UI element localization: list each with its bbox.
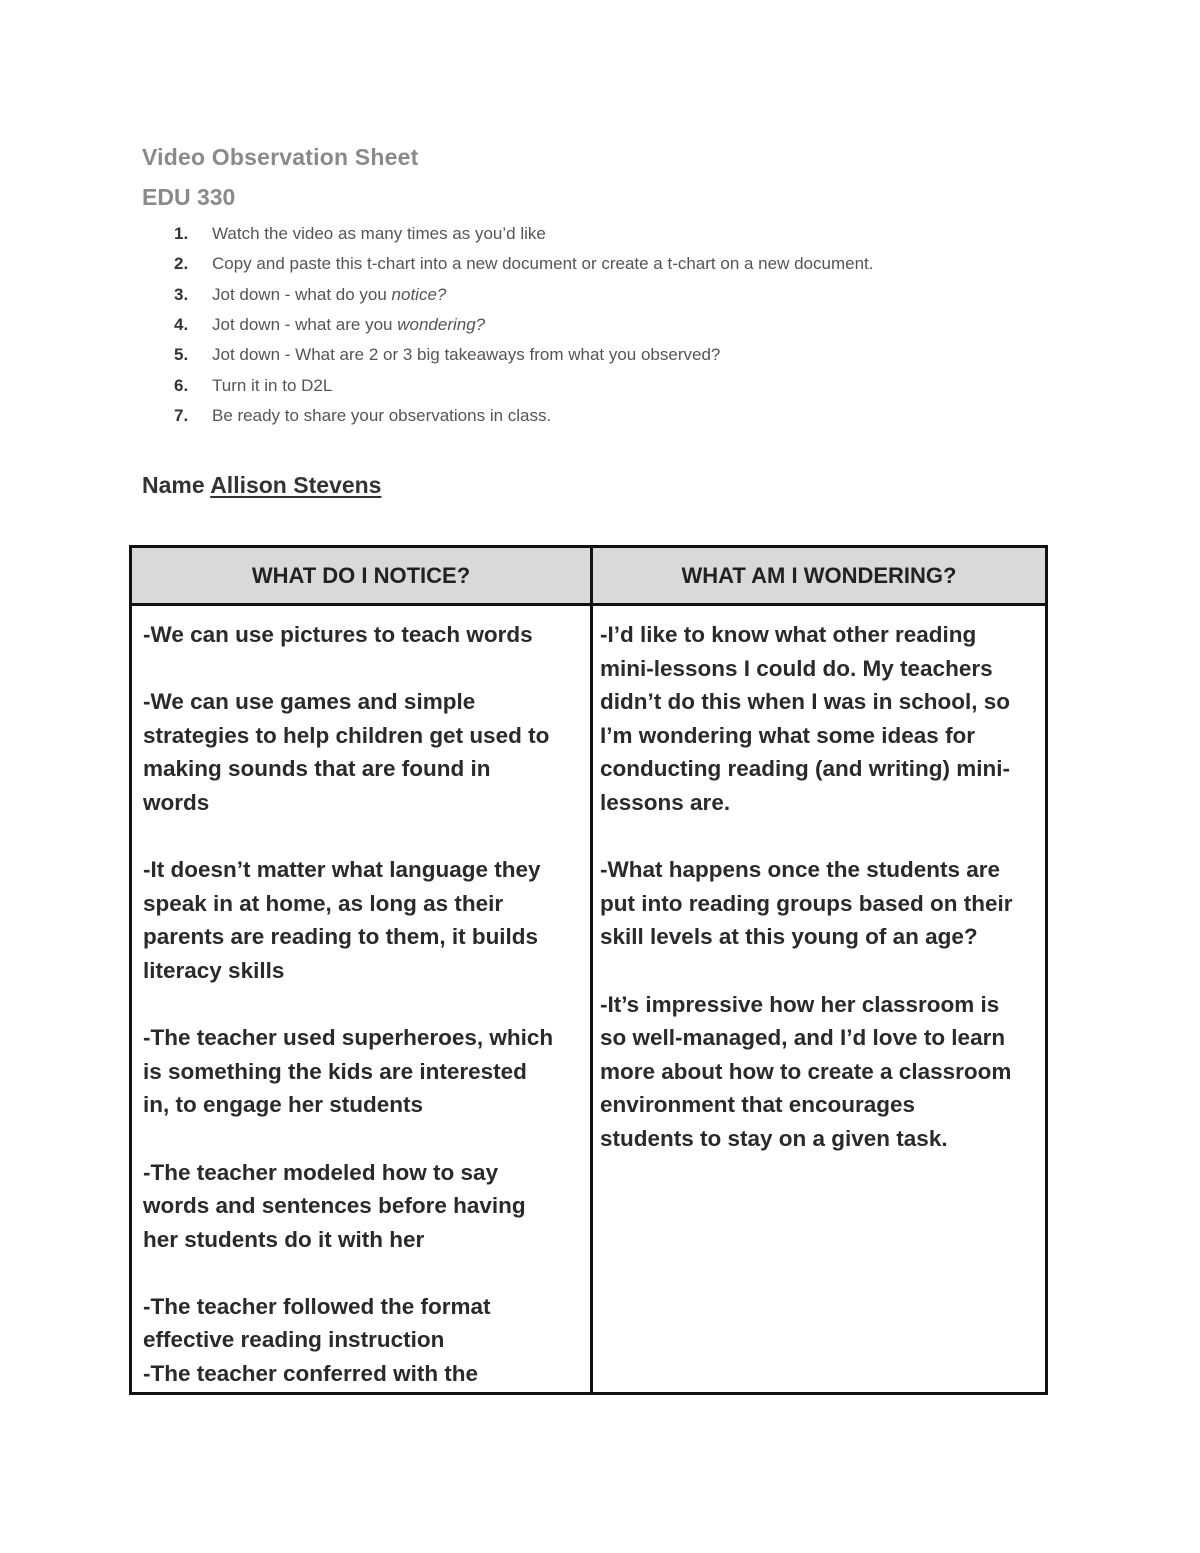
document-title: Video Observation Sheet [142, 144, 419, 170]
instruction-item [142, 310, 1092, 340]
notice-entry-line: making sounds that are found in [143, 756, 491, 782]
notice-entry-line: literacy skills [143, 957, 285, 983]
instruction-text-main: Turn it in to D2L [212, 375, 333, 395]
wondering-column-header: WHAT AM I WONDERING? [681, 562, 957, 588]
instruction-number: 4. [174, 315, 189, 335]
instruction-text-emphasis: wondering? [397, 315, 486, 335]
instruction-text [212, 254, 873, 274]
notice-entry-line: her students do it with her [143, 1226, 425, 1252]
t-chart-header-row [132, 548, 1045, 606]
notice-entry-line: -We can use games and simple [143, 689, 476, 715]
notice-entry [143, 1021, 583, 1122]
t-chart [129, 545, 1048, 1395]
notice-entry [143, 1357, 583, 1391]
notice-entry-line: -We can use pictures to teach words [143, 622, 533, 647]
instruction-number: 7. [174, 405, 189, 425]
instruction-text-main: Jot down - What are 2 or 3 big takeaways from what you observed? [212, 345, 721, 365]
wondering-entry-line: didn’t do this when I was in school, so [600, 689, 1011, 715]
instruction-item [142, 219, 1092, 249]
wondering-entry-line: conducting reading (and writing) mini- [600, 756, 1010, 782]
notice-entry-line: in, to engage her students [143, 1092, 424, 1118]
wondering-entry [600, 853, 1044, 954]
instruction-item [142, 401, 1092, 431]
wondering-entry-line: I’m wondering what some ideas for [600, 722, 976, 748]
name-line [142, 472, 381, 499]
instruction-item [142, 370, 1092, 400]
instruction-text [212, 315, 485, 335]
instruction-number: 1. [174, 224, 189, 244]
instruction-text-main: Jot down - what do you [212, 284, 392, 304]
wondering-entry-line: put into reading groups based on their [600, 890, 1013, 916]
instruction-number: 5. [174, 345, 189, 365]
wondering-entry-line: students to stay on a given task. [600, 1125, 948, 1151]
instruction-number: 2. [174, 254, 189, 274]
notice-entry-line: words [143, 789, 210, 815]
instruction-text [212, 345, 720, 365]
notice-entry-line: -The teacher followed the format [143, 1293, 491, 1319]
instruction-number: 3. [174, 284, 189, 304]
notice-column [143, 618, 583, 1391]
notice-entry-line: -It doesn’t matter what language they [143, 857, 541, 883]
wondering-entry-line: lessons are. [600, 789, 731, 815]
wondering-entry-line: skill levels at this young of an age? [600, 924, 978, 950]
instruction-text-main: Watch the video as many times as you’d like [212, 224, 546, 244]
instruction-text-main: Jot down - what are you [212, 315, 398, 335]
course-code: EDU 330 [142, 184, 236, 210]
name-value: Allison Stevens [210, 472, 382, 498]
notice-entry-line: is something the kids are interested [143, 1058, 527, 1084]
wondering-entry [600, 988, 1044, 1156]
instruction-item [142, 249, 1092, 279]
notice-entry-line: -The teacher used superheroes, which [143, 1025, 554, 1051]
instruction-item [142, 340, 1092, 370]
notice-entry-line: effective reading instruction [143, 1327, 445, 1353]
notice-entry [143, 1290, 583, 1357]
notice-entry-line: speak in at home, as long as their [143, 890, 504, 916]
instruction-text [212, 376, 332, 396]
column-divider [590, 548, 593, 1392]
name-label: Name [142, 472, 211, 498]
notice-entry-line: -The teacher modeled how to say [143, 1159, 499, 1185]
instruction-text [212, 224, 546, 244]
instruction-text [212, 406, 551, 426]
notice-entry-line: words and sentences before having [143, 1193, 526, 1219]
instruction-list [142, 219, 1092, 431]
notice-entry-line: strategies to help children get used to [143, 722, 550, 748]
wondering-entry-line: -I’d like to know what other reading [600, 622, 977, 647]
notice-entry [143, 685, 583, 819]
wondering-entry-line: more about how to create a classroom [600, 1058, 1012, 1084]
instruction-text-main: Copy and paste this t-chart into a new document or create a t-chart on a new document. [212, 254, 874, 274]
instruction-text [212, 285, 446, 305]
notice-entry-line: parents are reading to them, it builds [143, 924, 539, 950]
notice-column-header: WHAT DO I NOTICE? [251, 562, 471, 588]
notice-entry [143, 853, 583, 987]
wondering-entry-line: so well-managed, and I’d love to learn [600, 1025, 1006, 1051]
wondering-entry-line: mini-lessons I could do. My teachers [600, 655, 993, 681]
wondering-entry-line: environment that encourages [600, 1092, 916, 1118]
notice-entry [143, 618, 583, 652]
notice-entry [143, 1156, 583, 1257]
wondering-entry-line: -It’s impressive how her classroom is [600, 991, 1000, 1017]
instruction-text-emphasis: notice? [391, 284, 447, 304]
notice-entry-line: -The teacher conferred with the [143, 1361, 479, 1387]
instruction-item [142, 280, 1092, 310]
wondering-entry-line: -What happens once the students are [600, 857, 1001, 883]
wondering-entry [600, 618, 1044, 820]
instruction-number: 6. [174, 375, 189, 395]
instruction-text-main: Be ready to share your observations in class. [212, 405, 552, 425]
wondering-column [600, 618, 1044, 1156]
